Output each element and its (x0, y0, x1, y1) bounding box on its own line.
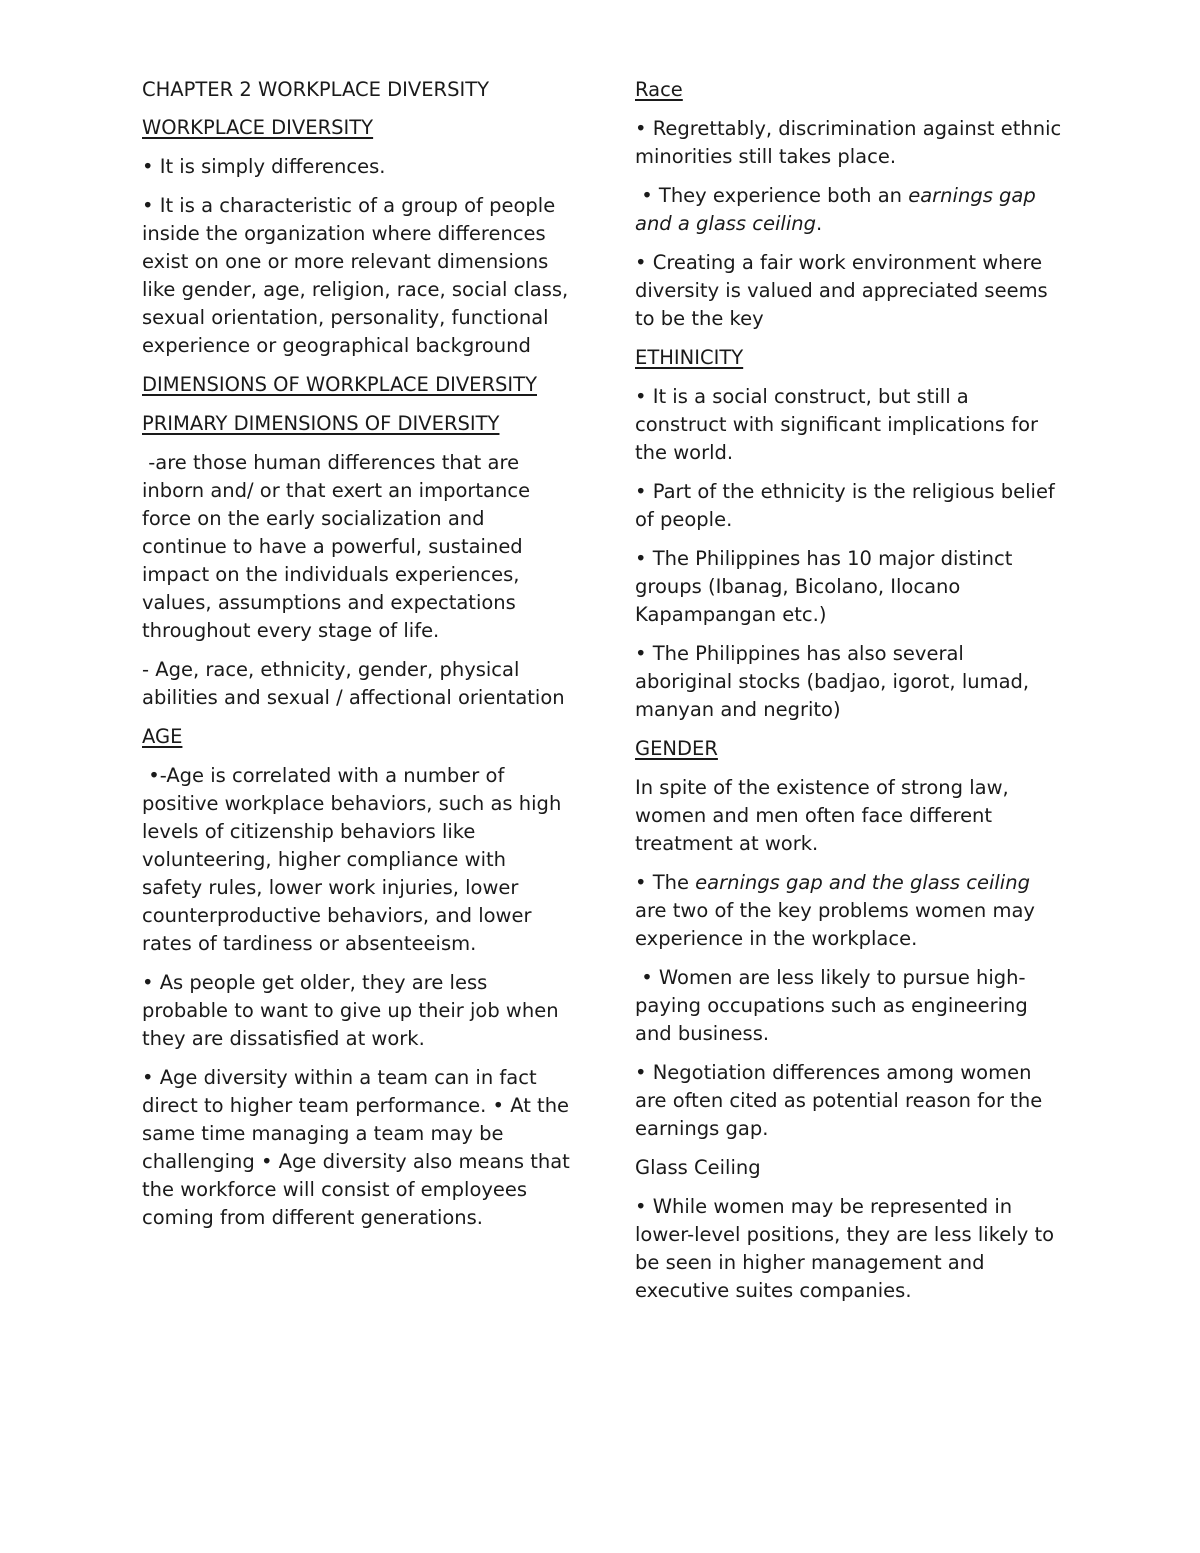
race-p2-prefix: • They experience both an (635, 184, 909, 207)
age-p1: •-Age is correlated with a number of positive workplace behaviors, such as high levels of citizenship behaviors like volunteering, higher compliance with safety rules, lower work injuries, lower counterproductive behaviors, and lower rates of tardiness or absenteeism. (142, 764, 568, 955)
race-p2-suffix: . (816, 212, 823, 235)
ethnicity-heading: ETHINICITY (635, 346, 744, 369)
age-p3: • Age diversity within a team can in fact direct to higher team performance. • At the same time managing a team may be challenging • Age diversity also means that the workforce will consist of employees coming from different generations. (142, 1066, 570, 1229)
race-p3: • Creating a fair work environment where diversity is valued and appreciated seems to be the key (635, 251, 1048, 330)
gender-p2-suffix: are two of the key problems women may experience in the workplace. (635, 899, 1035, 950)
ethnicity-p2: • Part of the ethnicity is the religious belief of people. (635, 480, 1055, 531)
gender-p2-emphasis: earnings gap and the glass ceiling (695, 871, 1030, 894)
gender-p5: • While women may be represented in lower-level positions, they are less likely to be seen in higher management and executive suites companies. (635, 1195, 1055, 1302)
primary-dimensions-p2: - Age, race, ethnicity, gender, physical abilities and sexual / affectional orientation (142, 658, 565, 709)
ethnicity-p4: • The Philippines has also several aboriginal stocks (badjao, igorot, lumad, manyan and negrito) (635, 642, 1030, 721)
race-p2-emphasis: earnings gap and a glass ceiling (635, 184, 1042, 235)
gender-p2 (635, 869, 1063, 953)
gender-p2-prefix: • The (635, 871, 696, 894)
race-heading: Race (635, 78, 683, 101)
gender-p1: In spite of the existence of strong law, women and men often face different treatment at work. (635, 776, 1009, 855)
ethnicity-p3: • The Philippines has 10 major distinct groups (Ibanag, Bicolano, Ilocano Kapampangan etc.) (635, 547, 1013, 626)
primary-dimensions-heading: PRIMARY DIMENSIONS OF DIVERSITY (142, 412, 500, 435)
age-heading: AGE (142, 725, 183, 748)
primary-dimensions-p1: -are those human differences that are inborn and/ or that exert an importance force on the early socialization and continue to have a powerful, sustained impact on the individuals experiences, values, assumptions and expectations throughout every stage of life. (142, 451, 537, 642)
race-p1: • Regrettably, discrimination against ethnic minorities still takes place. (635, 117, 1062, 168)
gender-heading: GENDER (635, 737, 718, 760)
glass-ceiling-heading: Glass Ceiling (635, 1156, 761, 1179)
age-p2: • As people get older, they are less probable to want to give up their job when they are dissatisfied at work. (142, 971, 559, 1050)
gender-p4: • Negotiation differences among women are often cited as potential reason for the earnings gap. (635, 1061, 1043, 1140)
workplace-diversity-heading: WORKPLACE DIVERSITY (142, 116, 374, 139)
left-column (142, 76, 572, 1243)
dimensions-heading: DIMENSIONS OF WORKPLACE DIVERSITY (142, 373, 537, 396)
ethnicity-p1: • It is a social construct, but still a construct with significant implications for the world. (635, 385, 1039, 464)
right-column (635, 76, 1063, 1316)
workplace-diversity-p1: • It is simply differences. (142, 155, 386, 178)
gender-p3: • Women are less likely to pursue high-paying occupations such as engineering and business. (635, 966, 1034, 1045)
race-p2 (635, 182, 1063, 238)
chapter-title: CHAPTER 2 WORKPLACE DIVERSITY (142, 78, 490, 101)
workplace-diversity-p2: • It is a characteristic of a group of people inside the organization where differences exist on one or more relevant dimensions like gender, age, religion, race, social class, sexual orientation, personality, functional experience or geographical background (142, 194, 569, 357)
